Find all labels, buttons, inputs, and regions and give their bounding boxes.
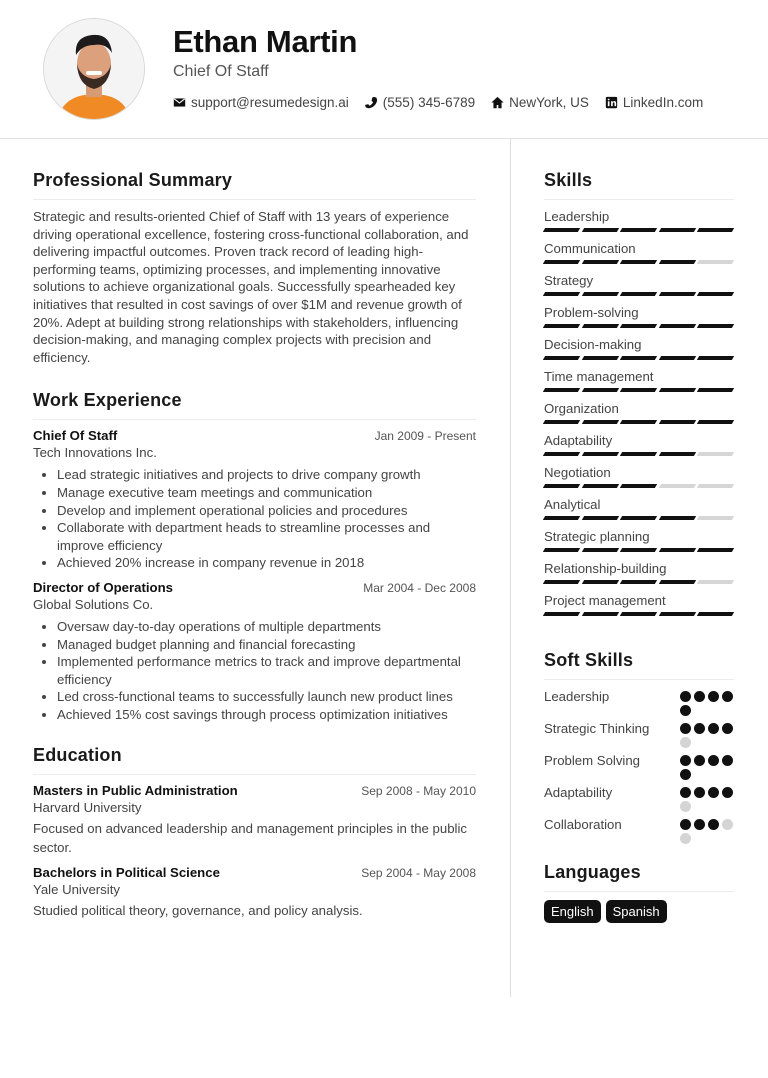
skill-level-segment	[697, 580, 734, 584]
soft-skill-item	[544, 720, 734, 748]
rating-dot-icon	[722, 755, 733, 766]
skill-level-segment	[543, 484, 580, 488]
job-company: Tech Innovations Inc.	[33, 445, 157, 461]
skill-name: Negotiation	[544, 465, 611, 480]
skill-level-segment	[697, 484, 734, 488]
skill-level-bar	[544, 580, 734, 592]
rating-dot-icon	[680, 691, 691, 702]
skill-level-segment	[620, 420, 657, 424]
job-bullet: • Lead strategic initiatives and projects to drive company growth	[57, 466, 476, 484]
rating-dot-icon	[694, 787, 705, 798]
skill-level-segment	[697, 452, 734, 456]
skill-level-bar	[544, 612, 734, 624]
main-column	[33, 170, 476, 928]
job-bullet: • Led cross-functional teams to successfully launch new product lines	[57, 688, 476, 706]
skill-name: Analytical	[544, 497, 601, 512]
soft-skill-item	[544, 784, 734, 812]
skill-name: Problem-solving	[544, 305, 639, 320]
skill-level-segment	[581, 452, 618, 456]
rating-dot-icon	[680, 787, 691, 798]
section-title: Languages	[544, 862, 734, 892]
skill-level-segment	[581, 484, 618, 488]
contact-phone[interactable]	[365, 95, 475, 110]
rating-dot-icon	[722, 819, 733, 830]
soft-skill-rating	[680, 819, 734, 844]
education-dates: Sep 2004 - May 2008	[361, 866, 476, 881]
soft-skills-section	[544, 650, 734, 844]
skill-level-segment	[543, 420, 580, 424]
skill-level-segment	[581, 516, 618, 520]
skill-item	[544, 208, 734, 240]
education-header	[33, 865, 476, 880]
skill-level-bar	[544, 356, 734, 368]
job-header	[33, 580, 476, 595]
skill-level-segment	[543, 388, 580, 392]
skill-level-bar	[544, 324, 734, 336]
soft-skills-list	[544, 688, 734, 844]
skill-item	[544, 432, 734, 464]
skill-level-segment	[697, 324, 734, 328]
job-bullet: • Achieved 20% increase in company revenue in 2018	[57, 554, 476, 572]
skill-level-segment	[658, 292, 695, 296]
section-title: Work Experience	[33, 390, 476, 420]
soft-skill-name: Leadership	[544, 689, 610, 704]
rating-dot-icon	[680, 833, 691, 844]
skill-level-segment	[581, 292, 618, 296]
section-title: Professional Summary	[33, 170, 476, 200]
rating-dot-icon	[680, 819, 691, 830]
skill-item	[544, 400, 734, 432]
skill-level-segment	[697, 260, 734, 264]
contact-list	[173, 95, 719, 110]
experience-section	[33, 390, 476, 723]
skill-level-segment	[620, 548, 657, 552]
skill-name: Strategy	[544, 273, 594, 288]
skill-level-segment	[620, 324, 657, 328]
job-list	[33, 428, 476, 723]
avatar-photo-icon	[44, 19, 144, 119]
contact-location	[491, 95, 589, 110]
skill-name: Project management	[544, 593, 666, 608]
language-badge: Spanish	[606, 900, 667, 923]
skill-level-segment	[620, 388, 657, 392]
skill-name: Relationship-building	[544, 561, 667, 576]
job-bullets	[33, 466, 476, 572]
skill-level-segment	[697, 548, 734, 552]
skill-name: Organization	[544, 401, 619, 416]
education-dates: Sep 2008 - May 2010	[361, 784, 476, 799]
skill-level-segment	[620, 228, 657, 232]
candidate-name: Ethan Martin	[173, 24, 358, 59]
rating-dot-icon	[722, 787, 733, 798]
language-badge: English	[544, 900, 601, 923]
soft-skill-name: Collaboration	[544, 817, 622, 832]
skill-level-bar	[544, 516, 734, 528]
skill-level-segment	[697, 516, 734, 520]
skill-level-bar	[544, 452, 734, 464]
skill-level-segment	[697, 356, 734, 360]
skill-level-segment	[543, 356, 580, 360]
skill-level-segment	[658, 516, 695, 520]
skill-level-segment	[658, 452, 695, 456]
job-bullets	[33, 618, 476, 724]
rating-dot-icon	[680, 801, 691, 812]
school: Yale University	[33, 882, 120, 898]
section-title: Education	[33, 745, 476, 775]
skill-level-segment	[658, 612, 695, 616]
education-description: Focused on advanced leadership and management principles in the public sector.	[33, 821, 468, 856]
soft-skill-rating	[680, 755, 734, 780]
summary-section	[33, 170, 476, 366]
skill-level-segment	[620, 356, 657, 360]
rating-dot-icon	[680, 769, 691, 780]
skill-level-segment	[543, 324, 580, 328]
skill-level-segment	[697, 388, 734, 392]
skills-list	[544, 208, 734, 624]
skill-level-segment	[620, 516, 657, 520]
rating-dot-icon	[694, 691, 705, 702]
soft-skill-item	[544, 688, 734, 716]
envelope-icon	[173, 96, 186, 109]
rating-dot-icon	[708, 691, 719, 702]
skill-item	[544, 240, 734, 272]
skill-item	[544, 592, 734, 624]
contact-email[interactable]	[173, 95, 349, 110]
degree: Masters in Public Administration	[33, 783, 238, 799]
education-description: Studied political theory, governance, and policy analysis.	[33, 903, 363, 919]
skill-level-bar	[544, 292, 734, 304]
skill-level-segment	[658, 260, 695, 264]
education-entry	[33, 865, 476, 920]
job-bullet: • Oversaw day-to-day operations of multiple departments	[57, 618, 476, 636]
job-header	[33, 428, 476, 443]
soft-skill-name: Adaptability	[544, 785, 613, 800]
column-divider	[510, 139, 511, 997]
skill-level-segment	[581, 420, 618, 424]
skill-level-segment	[658, 356, 695, 360]
soft-skill-rating	[680, 691, 734, 716]
school: Harvard University	[33, 800, 142, 816]
rating-dot-icon	[680, 705, 691, 716]
rating-dot-icon	[722, 723, 733, 734]
skill-level-segment	[658, 484, 695, 488]
skill-level-segment	[658, 580, 695, 584]
rating-dot-icon	[708, 819, 719, 830]
skill-name: Time management	[544, 369, 654, 384]
location-text: NewYork, US	[509, 95, 589, 110]
skill-level-segment	[620, 292, 657, 296]
skill-level-segment	[581, 388, 618, 392]
home-icon	[491, 96, 504, 109]
resume-header	[0, 0, 768, 139]
job-entry	[33, 428, 476, 572]
skill-level-segment	[543, 228, 580, 232]
skill-name: Communication	[544, 241, 636, 256]
skill-level-segment	[620, 484, 657, 488]
soft-skill-item	[544, 752, 734, 780]
section-title: Skills	[544, 170, 734, 200]
skill-name: Decision-making	[544, 337, 642, 352]
candidate-title: Chief Of Staff	[173, 63, 269, 80]
soft-skill-item	[544, 816, 734, 844]
skill-level-segment	[620, 260, 657, 264]
summary-text: Strategic and results-oriented Chief of Staff with 13 years of experience driving operational excellence, fostering cross-functional collaboration, and delivering impactful outcomes. Proven track record of leading high-performing teams, optimizing processes, and implementing innovative solutions to achieve organizational goals. Successfully spearheaded key initiatives that resulted in cost savings of over $1M and revenue growth of 20%. Adept at building strong relationships with stakeholders, influencing decision-making, and managing complex projects with precision and efficiency.	[33, 209, 469, 365]
skill-level-bar	[544, 228, 734, 240]
skill-level-bar	[544, 548, 734, 560]
rating-dot-icon	[708, 787, 719, 798]
rating-dot-icon	[694, 723, 705, 734]
skills-section	[544, 170, 734, 624]
skill-name: Adaptability	[544, 433, 613, 448]
skill-level-segment	[697, 292, 734, 296]
skill-name: Strategic planning	[544, 529, 650, 544]
job-role: Director of Operations	[33, 579, 173, 595]
linkedin-icon	[605, 96, 618, 109]
skill-level-bar	[544, 260, 734, 272]
skill-level-segment	[658, 324, 695, 328]
rating-dot-icon	[708, 723, 719, 734]
soft-skill-rating	[680, 787, 734, 812]
skill-item	[544, 336, 734, 368]
job-bullet: • Develop and implement operational policies and procedures	[57, 502, 476, 520]
skill-level-segment	[543, 548, 580, 552]
job-company: Global Solutions Co.	[33, 596, 154, 612]
skill-level-segment	[658, 420, 695, 424]
skill-level-segment	[620, 452, 657, 456]
rating-dot-icon	[722, 691, 733, 702]
skill-level-segment	[697, 228, 734, 232]
skill-item	[544, 496, 734, 528]
skill-level-segment	[543, 292, 580, 296]
skill-name: Leadership	[544, 209, 610, 224]
skill-level-segment	[543, 452, 580, 456]
email-text: support@resumedesign.ai	[191, 95, 349, 110]
skill-level-segment	[658, 228, 695, 232]
job-bullet: • Implemented performance metrics to track and improve departmental efficiency	[57, 653, 476, 688]
soft-skill-name: Problem Solving	[544, 753, 641, 768]
contact-linkedin[interactable]	[605, 95, 703, 110]
job-bullet: • Manage executive team meetings and communication	[57, 484, 476, 502]
education-section	[33, 745, 476, 920]
skill-level-segment	[543, 516, 580, 520]
rating-dot-icon	[680, 755, 691, 766]
skill-level-segment	[620, 612, 657, 616]
skill-level-segment	[620, 580, 657, 584]
skill-level-segment	[581, 228, 618, 232]
soft-skill-rating	[680, 723, 734, 748]
rating-dot-icon	[708, 755, 719, 766]
skill-item	[544, 272, 734, 304]
skill-level-segment	[543, 260, 580, 264]
languages-list	[544, 900, 734, 923]
rating-dot-icon	[680, 737, 691, 748]
skill-level-segment	[658, 548, 695, 552]
job-dates: Jan 2009 - Present	[374, 429, 476, 444]
skill-level-bar	[544, 484, 734, 496]
skill-item	[544, 528, 734, 560]
languages-section	[544, 862, 734, 923]
job-bullet: • Achieved 15% cost savings through process optimization initiatives	[57, 706, 476, 724]
sidebar-column	[544, 170, 734, 923]
job-bullet: • Collaborate with department heads to streamline processes and improve efficiency	[57, 519, 476, 554]
phone-icon	[365, 96, 378, 109]
job-entry	[33, 580, 476, 724]
skill-level-segment	[658, 388, 695, 392]
rating-dot-icon	[680, 723, 691, 734]
skill-level-segment	[697, 420, 734, 424]
skill-level-segment	[581, 260, 618, 264]
skill-level-segment	[697, 612, 734, 616]
skill-level-segment	[543, 612, 580, 616]
rating-dot-icon	[694, 755, 705, 766]
skill-level-segment	[581, 580, 618, 584]
skill-level-bar	[544, 388, 734, 400]
job-role: Chief Of Staff	[33, 428, 118, 444]
degree: Bachelors in Political Science	[33, 865, 220, 881]
education-list	[33, 783, 476, 920]
skill-level-segment	[543, 580, 580, 584]
skill-level-segment	[581, 548, 618, 552]
skill-level-segment	[581, 324, 618, 328]
education-header	[33, 783, 476, 798]
phone-text: (555) 345-6789	[382, 95, 476, 110]
linkedin-text: LinkedIn.com	[622, 95, 704, 110]
rating-dot-icon	[694, 819, 705, 830]
job-dates: Mar 2004 - Dec 2008	[363, 580, 476, 595]
skill-level-segment	[581, 612, 618, 616]
avatar	[43, 18, 145, 120]
skill-level-segment	[581, 356, 618, 360]
skill-level-bar	[544, 420, 734, 432]
job-bullet: • Managed budget planning and financial forecasting	[57, 636, 476, 654]
skill-item	[544, 304, 734, 336]
skill-item	[544, 464, 734, 496]
education-entry	[33, 783, 476, 857]
skill-item	[544, 560, 734, 592]
soft-skill-name: Strategic Thinking	[544, 721, 650, 736]
section-title: Soft Skills	[544, 650, 734, 680]
skill-item	[544, 368, 734, 400]
